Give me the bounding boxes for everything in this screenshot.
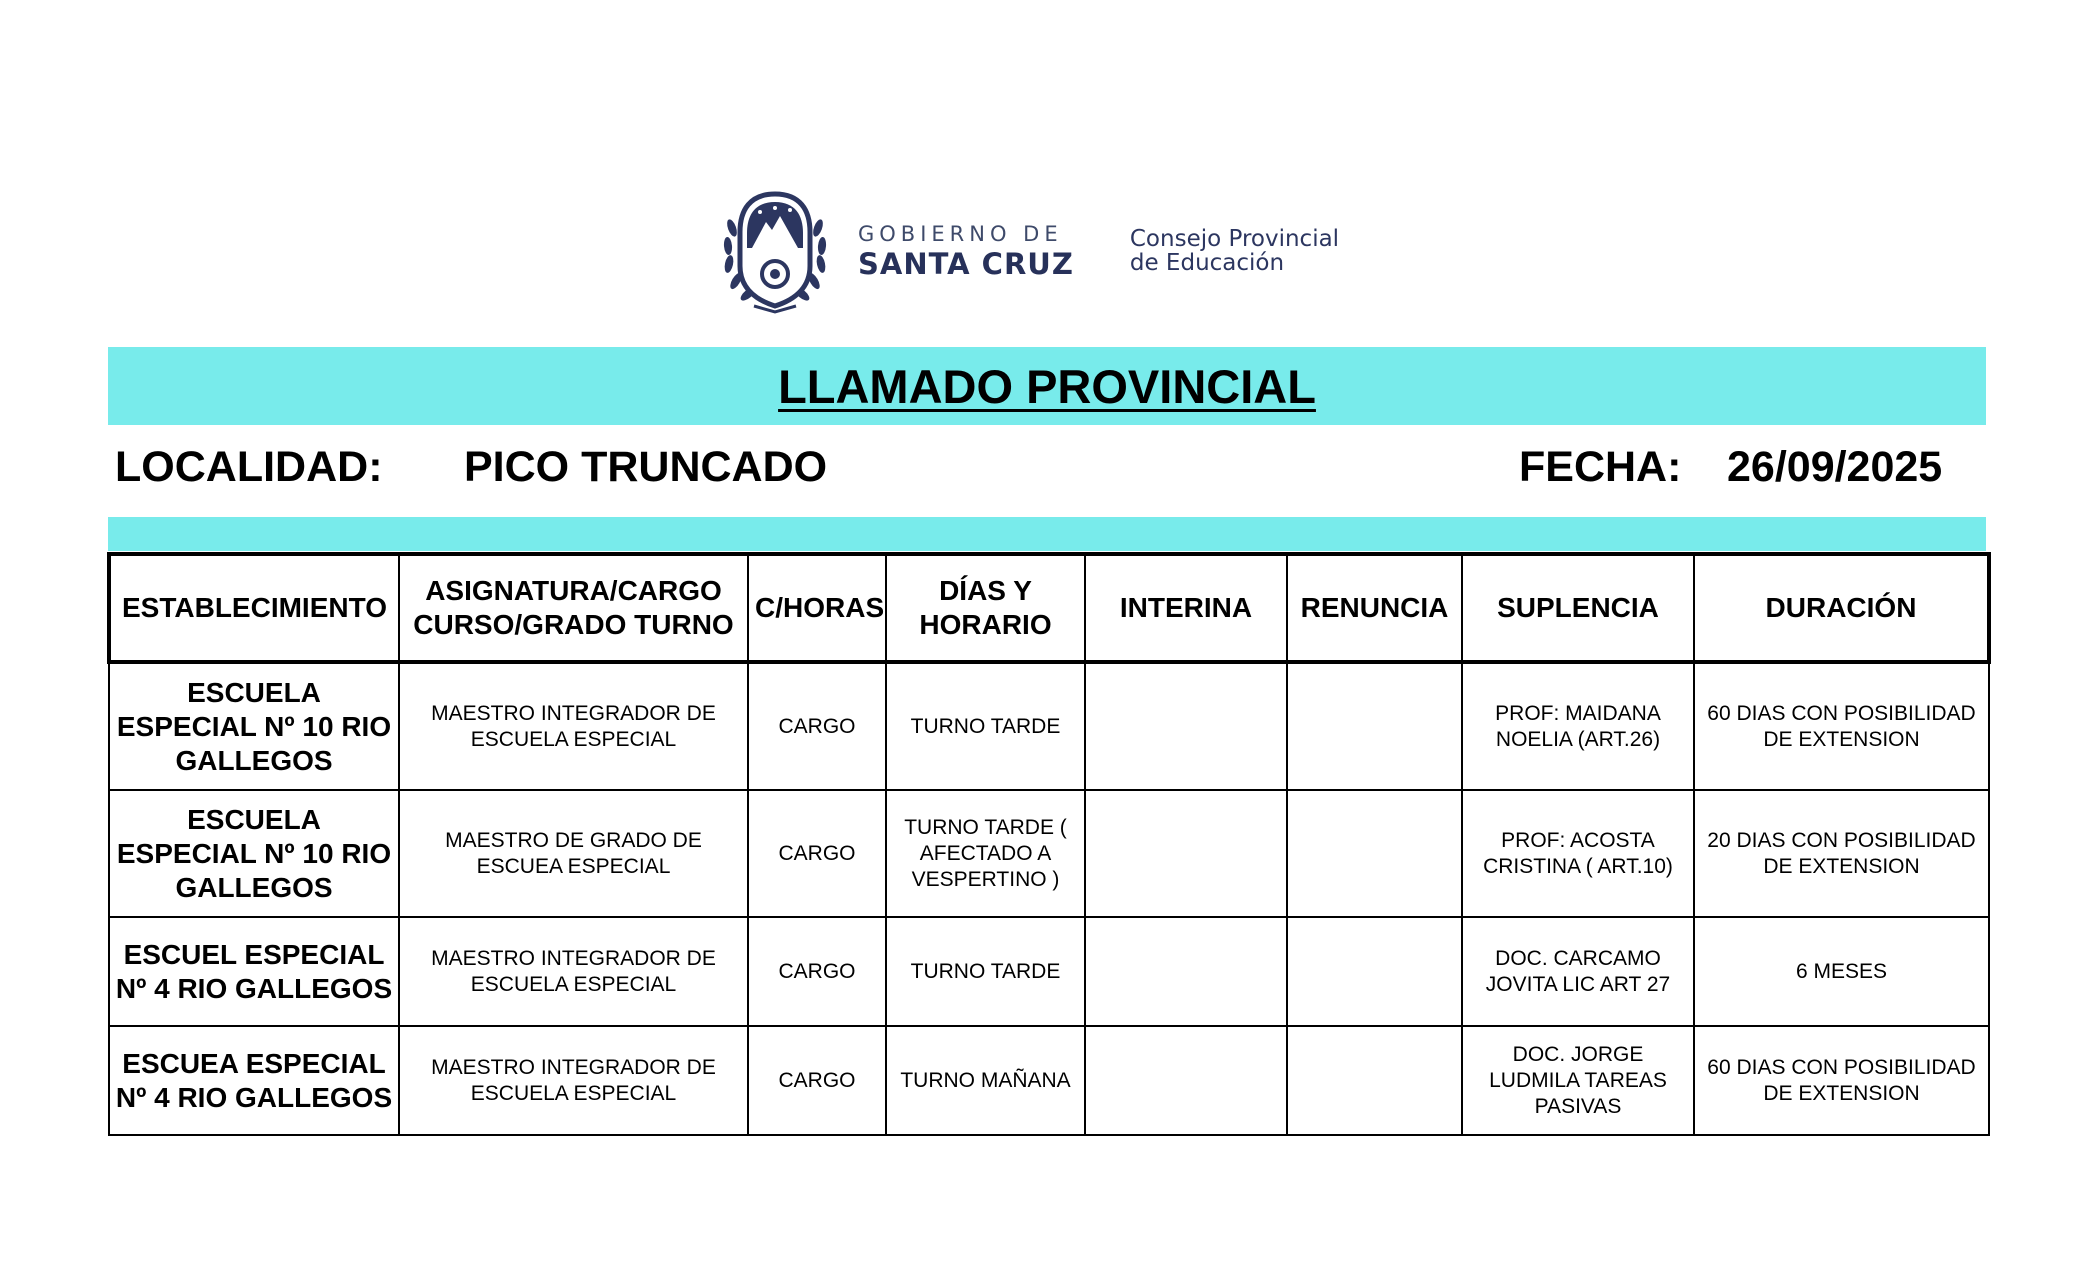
locality-value: PICO TRUNCADO [464, 443, 828, 491]
cell-horario: TURNO TARDE [886, 917, 1085, 1026]
table-header-row [109, 554, 1989, 662]
council-name [1130, 227, 1339, 275]
cell-duracion: 6 MESES [1694, 917, 1989, 1026]
government-line-1: GOBIERNO DE [858, 222, 1063, 246]
title-bar [108, 347, 1986, 425]
separator-band [108, 517, 1986, 551]
council-line-1: Consejo Provincial [1129, 226, 1340, 252]
cell-suplencia: PROF: ACOSTA CRISTINA ( ART.10) [1462, 790, 1694, 917]
header-logo-block [720, 188, 1339, 314]
cell-suplencia: DOC. CARCAMO JOVITA LIC ART 27 [1462, 917, 1694, 1026]
cell-asignatura: MAESTRO INTEGRADOR DE ESCUELA ESPECIAL [399, 917, 748, 1026]
cell-renuncia [1287, 917, 1462, 1026]
page-title: LLAMADO PROVINCIAL [778, 359, 1316, 413]
column-header-interina: INTERINA [1085, 554, 1287, 662]
column-header-duracion: DURACIÓN [1694, 554, 1989, 662]
cell-renuncia [1287, 1026, 1462, 1135]
table-row [109, 917, 1989, 1026]
cell-suplencia: PROF: MAIDANA NOELIA (ART.26) [1462, 662, 1694, 790]
locality-date-row [0, 443, 2100, 503]
table-row [109, 1026, 1989, 1135]
cell-horas: CARGO [748, 790, 886, 917]
santa-cruz-crest-icon [720, 188, 830, 314]
government-name [858, 221, 1074, 281]
cell-renuncia [1287, 662, 1462, 790]
column-header-suplencia: SUPLENCIA [1462, 554, 1694, 662]
column-header-renuncia: RENUNCIA [1287, 554, 1462, 662]
cell-establecimiento: ESCUELA ESPECIAL Nº 10 RIO GALLEGOS [109, 790, 399, 917]
government-line-2: SANTA CRUZ [858, 247, 1074, 281]
cell-asignatura: MAESTRO DE GRADO DE ESCUEA ESPECIAL [399, 790, 748, 917]
column-header-horas: C/HORAS [748, 554, 886, 662]
council-line-2: de Educación [1129, 250, 1285, 276]
cell-horas: CARGO [748, 1026, 886, 1135]
cell-horas: CARGO [748, 662, 886, 790]
cell-horario: TURNO TARDE ( AFECTADO A VESPERTINO ) [886, 790, 1085, 917]
cell-suplencia: DOC. JORGE LUDMILA TAREAS PASIVAS [1462, 1026, 1694, 1135]
cell-establecimiento: ESCUEL ESPECIAL Nº 4 RIO GALLEGOS [109, 917, 399, 1026]
cell-interina [1085, 662, 1287, 790]
cell-horario: TURNO MAÑANA [886, 1026, 1085, 1135]
table-row [109, 662, 1989, 790]
cell-duracion: 20 DIAS CON POSIBILIDAD DE EXTENSION [1694, 790, 1989, 917]
cell-establecimiento: ESCUELA ESPECIAL Nº 10 RIO GALLEGOS [109, 662, 399, 790]
date-value: 26/09/2025 [1727, 443, 1943, 491]
cell-duracion: 60 DIAS CON POSIBILIDAD DE EXTENSION [1694, 662, 1989, 790]
column-header-establecimiento: ESTABLECIMIENTO [109, 554, 399, 662]
locality-label: LOCALIDAD: [115, 443, 383, 491]
table-row [109, 790, 1989, 917]
column-header-horario: DÍAS Y HORARIO [886, 554, 1085, 662]
cell-interina [1085, 917, 1287, 1026]
cell-interina [1085, 1026, 1287, 1135]
cell-horario: TURNO TARDE [886, 662, 1085, 790]
date-label: FECHA: [1519, 443, 1682, 491]
cell-interina [1085, 790, 1287, 917]
cell-asignatura: MAESTRO INTEGRADOR DE ESCUELA ESPECIAL [399, 1026, 748, 1135]
cell-horas: CARGO [748, 917, 886, 1026]
column-header-asignatura: ASIGNATURA/CARGO CURSO/GRADO TURNO [399, 554, 748, 662]
cell-duracion: 60 DIAS CON POSIBILIDAD DE EXTENSION [1694, 1026, 1989, 1135]
cell-renuncia [1287, 790, 1462, 917]
vacancies-table [107, 552, 1991, 1136]
cell-establecimiento: ESCUEA ESPECIAL Nº 4 RIO GALLEGOS [109, 1026, 399, 1135]
cell-asignatura: MAESTRO INTEGRADOR DE ESCUELA ESPECIAL [399, 662, 748, 790]
